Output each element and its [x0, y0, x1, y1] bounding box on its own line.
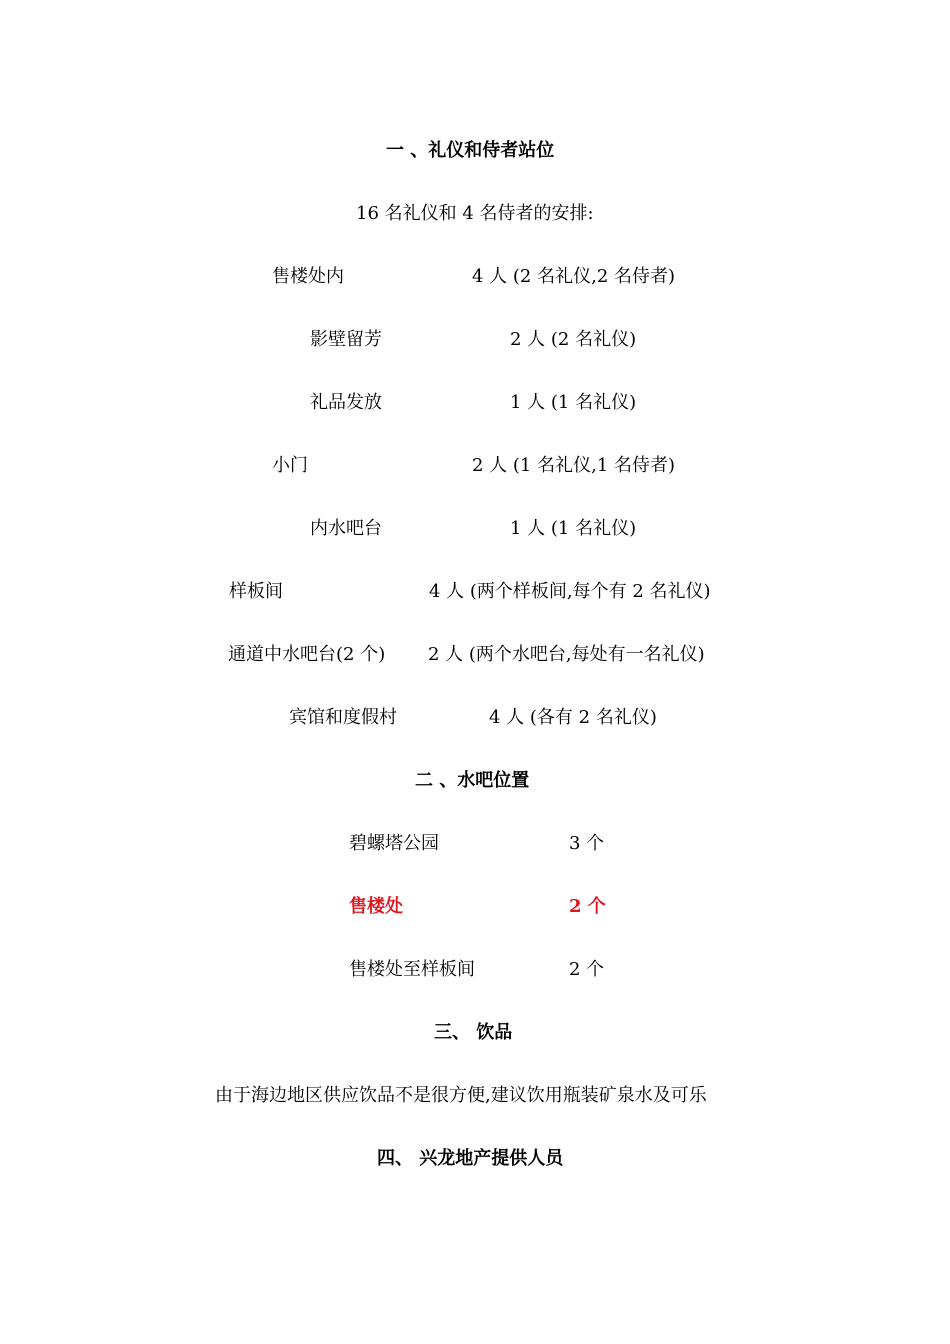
section-2-heading: 二 、水吧位置 — [415, 770, 530, 791]
row-location: 内水吧台 — [310, 518, 382, 539]
section-1-heading: 一 、礼仪和侍者站位 — [386, 140, 555, 161]
row-detail: 2 人 (1 名礼仪,1 名侍者) — [472, 455, 676, 476]
bar-count: 2 个 — [569, 959, 605, 980]
row-location: 影壁留芳 — [310, 329, 382, 350]
section-1-intro: 16 名礼仪和 4 名侍者的安排: — [356, 203, 594, 224]
bar-location: 售楼处至样板间 — [349, 959, 475, 980]
section-3-heading: 三、 饮品 — [434, 1022, 513, 1043]
bar-count-highlight: 2 个 — [569, 896, 606, 917]
row-location: 小门 — [272, 455, 308, 476]
bar-count: 3 个 — [569, 833, 605, 854]
row-detail: 2 人 (2 名礼仪) — [510, 329, 637, 350]
row-detail: 4 人 (各有 2 名礼仪) — [489, 707, 657, 728]
row-location: 样板间 — [229, 581, 283, 602]
row-detail: 1 人 (1 名礼仪) — [510, 392, 637, 413]
bar-location: 碧螺塔公园 — [349, 833, 439, 854]
bar-location-highlight: 售楼处 — [349, 896, 403, 917]
row-location: 礼品发放 — [310, 392, 382, 413]
row-detail: 4 人 (两个样板间,每个有 2 名礼仪) — [429, 581, 711, 602]
row-detail: 4 人 (2 名礼仪,2 名侍者) — [472, 266, 676, 287]
section-3-text: 由于海边地区供应饮品不是很方便,建议饮用瓶装矿泉水及可乐 — [215, 1085, 707, 1106]
row-location: 通道中水吧台(2 个) — [228, 644, 386, 665]
row-location: 售楼处内 — [272, 266, 344, 287]
row-detail: 1 人 (1 名礼仪) — [510, 518, 637, 539]
row-detail: 2 人 (两个水吧台,每处有一名礼仪) — [428, 644, 705, 665]
section-4-heading: 四、 兴龙地产提供人员 — [377, 1148, 564, 1169]
row-location: 宾馆和度假村 — [289, 707, 397, 728]
